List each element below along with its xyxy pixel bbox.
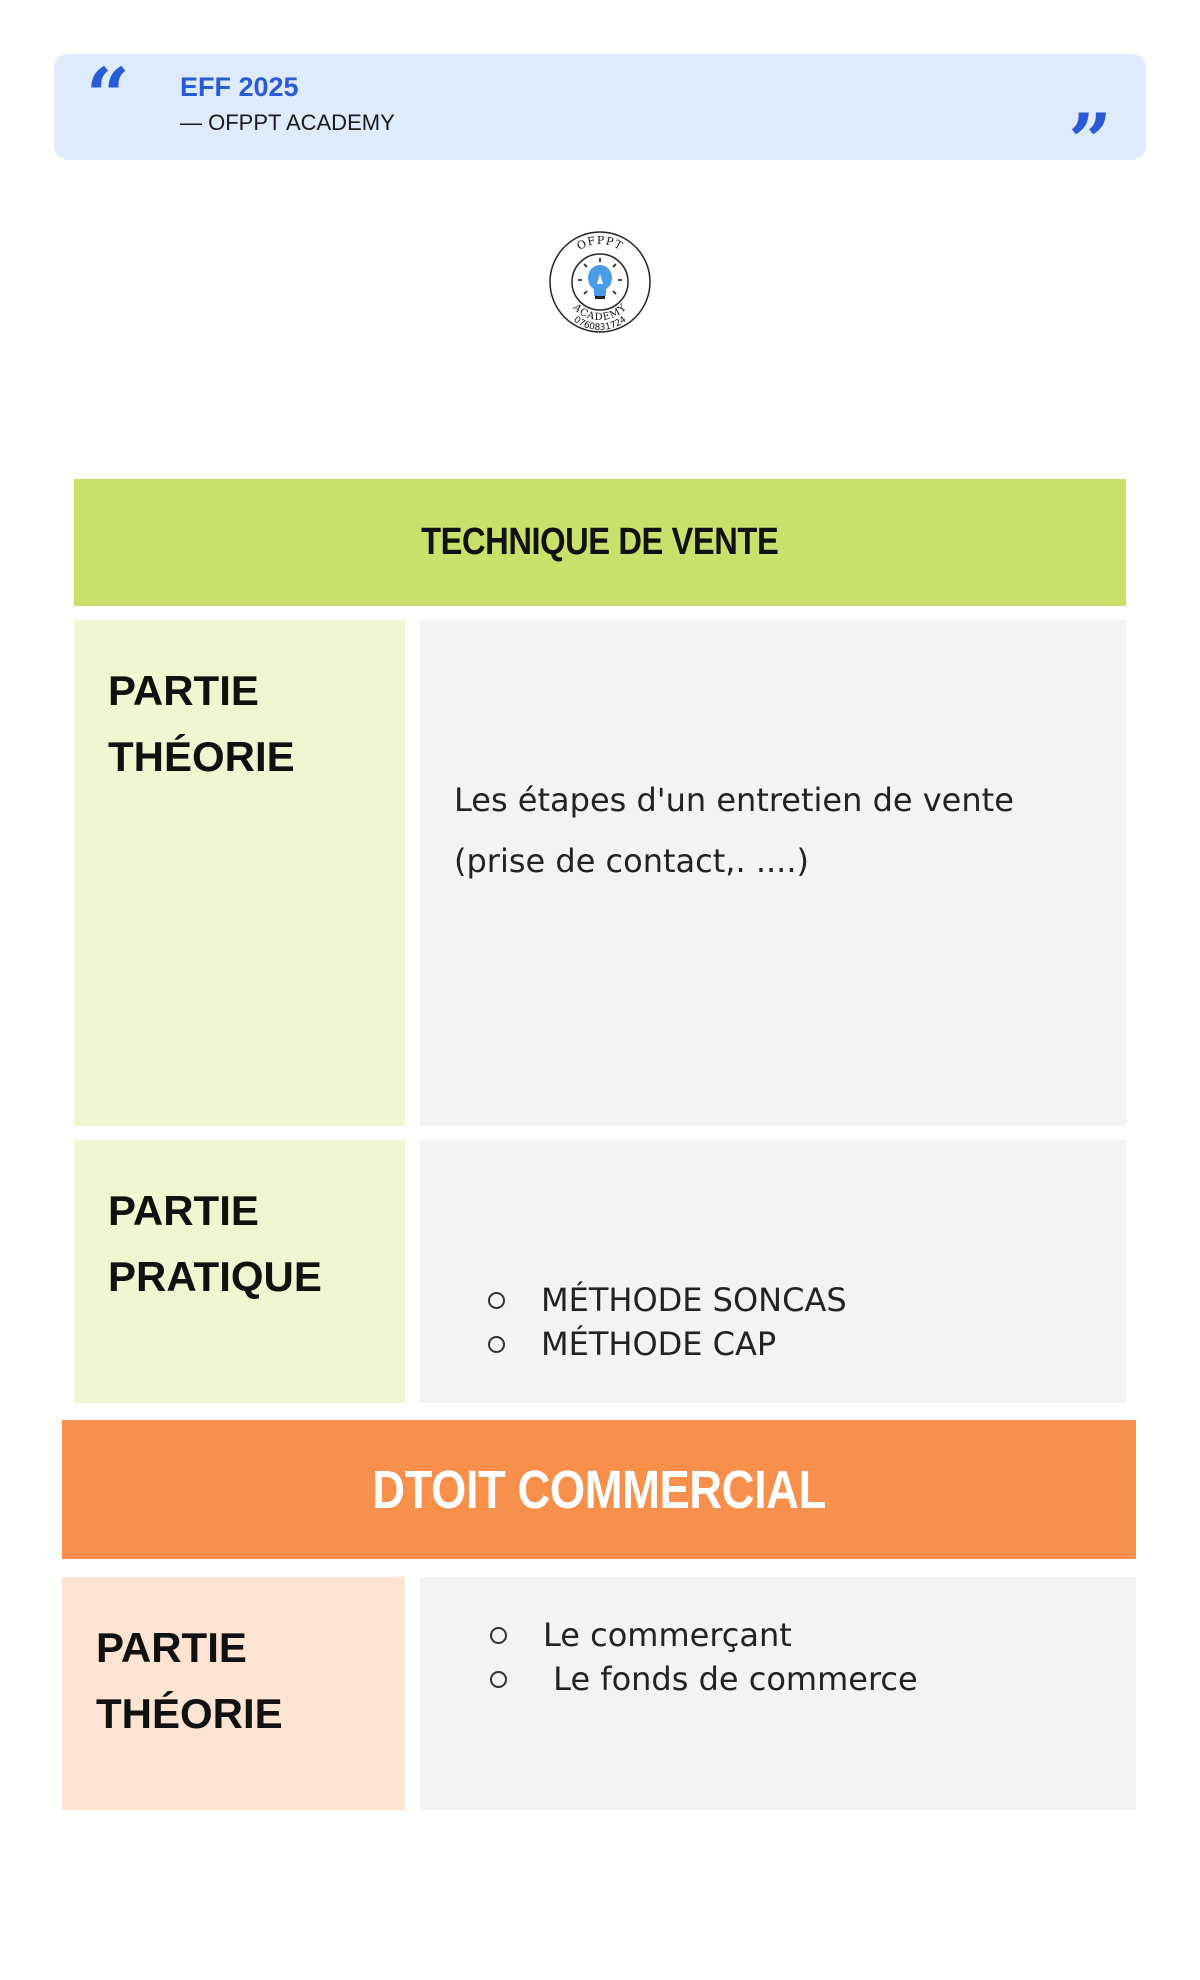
- circle-bullet-icon: [490, 1627, 507, 1644]
- circle-bullet-icon: [488, 1292, 505, 1309]
- label-line: THÉORIE: [108, 733, 295, 780]
- label-line: PARTIE: [108, 667, 259, 714]
- logo-phone: 0760831724: [571, 314, 629, 334]
- theory-label-cell: [62, 1577, 405, 1810]
- practice-content-cell: [420, 1140, 1126, 1403]
- logo-top-text: OFPPT: [574, 233, 626, 253]
- svg-text:OFPPT: [575, 234, 626, 253]
- academy-logo: [544, 224, 656, 344]
- banner-title: EFF 2025: [180, 72, 299, 102]
- content-line: (prise de contact,. ....): [454, 842, 809, 880]
- open-quote-icon: “: [86, 51, 130, 140]
- list-item: MÉTHODE SONCAS: [488, 1278, 847, 1322]
- label-line: PRATIQUE: [108, 1253, 322, 1300]
- theory-content-cell: [420, 620, 1126, 1126]
- label-line: THÉORIE: [96, 1690, 283, 1737]
- practice-list: [488, 1278, 847, 1366]
- section-title: DTOIT COMMERCIAL: [372, 1459, 826, 1520]
- list-item: MÉTHODE CAP: [488, 1322, 847, 1366]
- lightbulb-icon: [544, 224, 656, 344]
- circle-bullet-icon: [488, 1336, 505, 1353]
- label-line: PARTIE: [108, 1187, 259, 1234]
- logo-bottom-text: ACADEMY: [570, 301, 630, 324]
- close-quote-icon: ”: [1068, 97, 1112, 186]
- circle-bullet-icon: [490, 1671, 507, 1688]
- label-line: PARTIE: [96, 1624, 247, 1671]
- section-header-droit-commercial: [62, 1420, 1136, 1559]
- quote-banner: [54, 51, 1146, 186]
- banner-subtitle: — OFPPT ACADEMY: [180, 110, 395, 135]
- theory-label-cell: [74, 620, 405, 1126]
- section-header-technique-vente: [74, 479, 1126, 606]
- content-line: Les étapes d'un entretien de vente: [454, 781, 1014, 819]
- section-title: TECHNIQUE DE VENTE: [421, 521, 779, 563]
- list-item: Le fonds de commerce: [490, 1657, 918, 1701]
- list-item: Le commerçant: [490, 1613, 918, 1657]
- practice-label-cell: [74, 1140, 405, 1403]
- theory-list: [490, 1613, 918, 1701]
- theory-content-cell: [420, 1577, 1136, 1810]
